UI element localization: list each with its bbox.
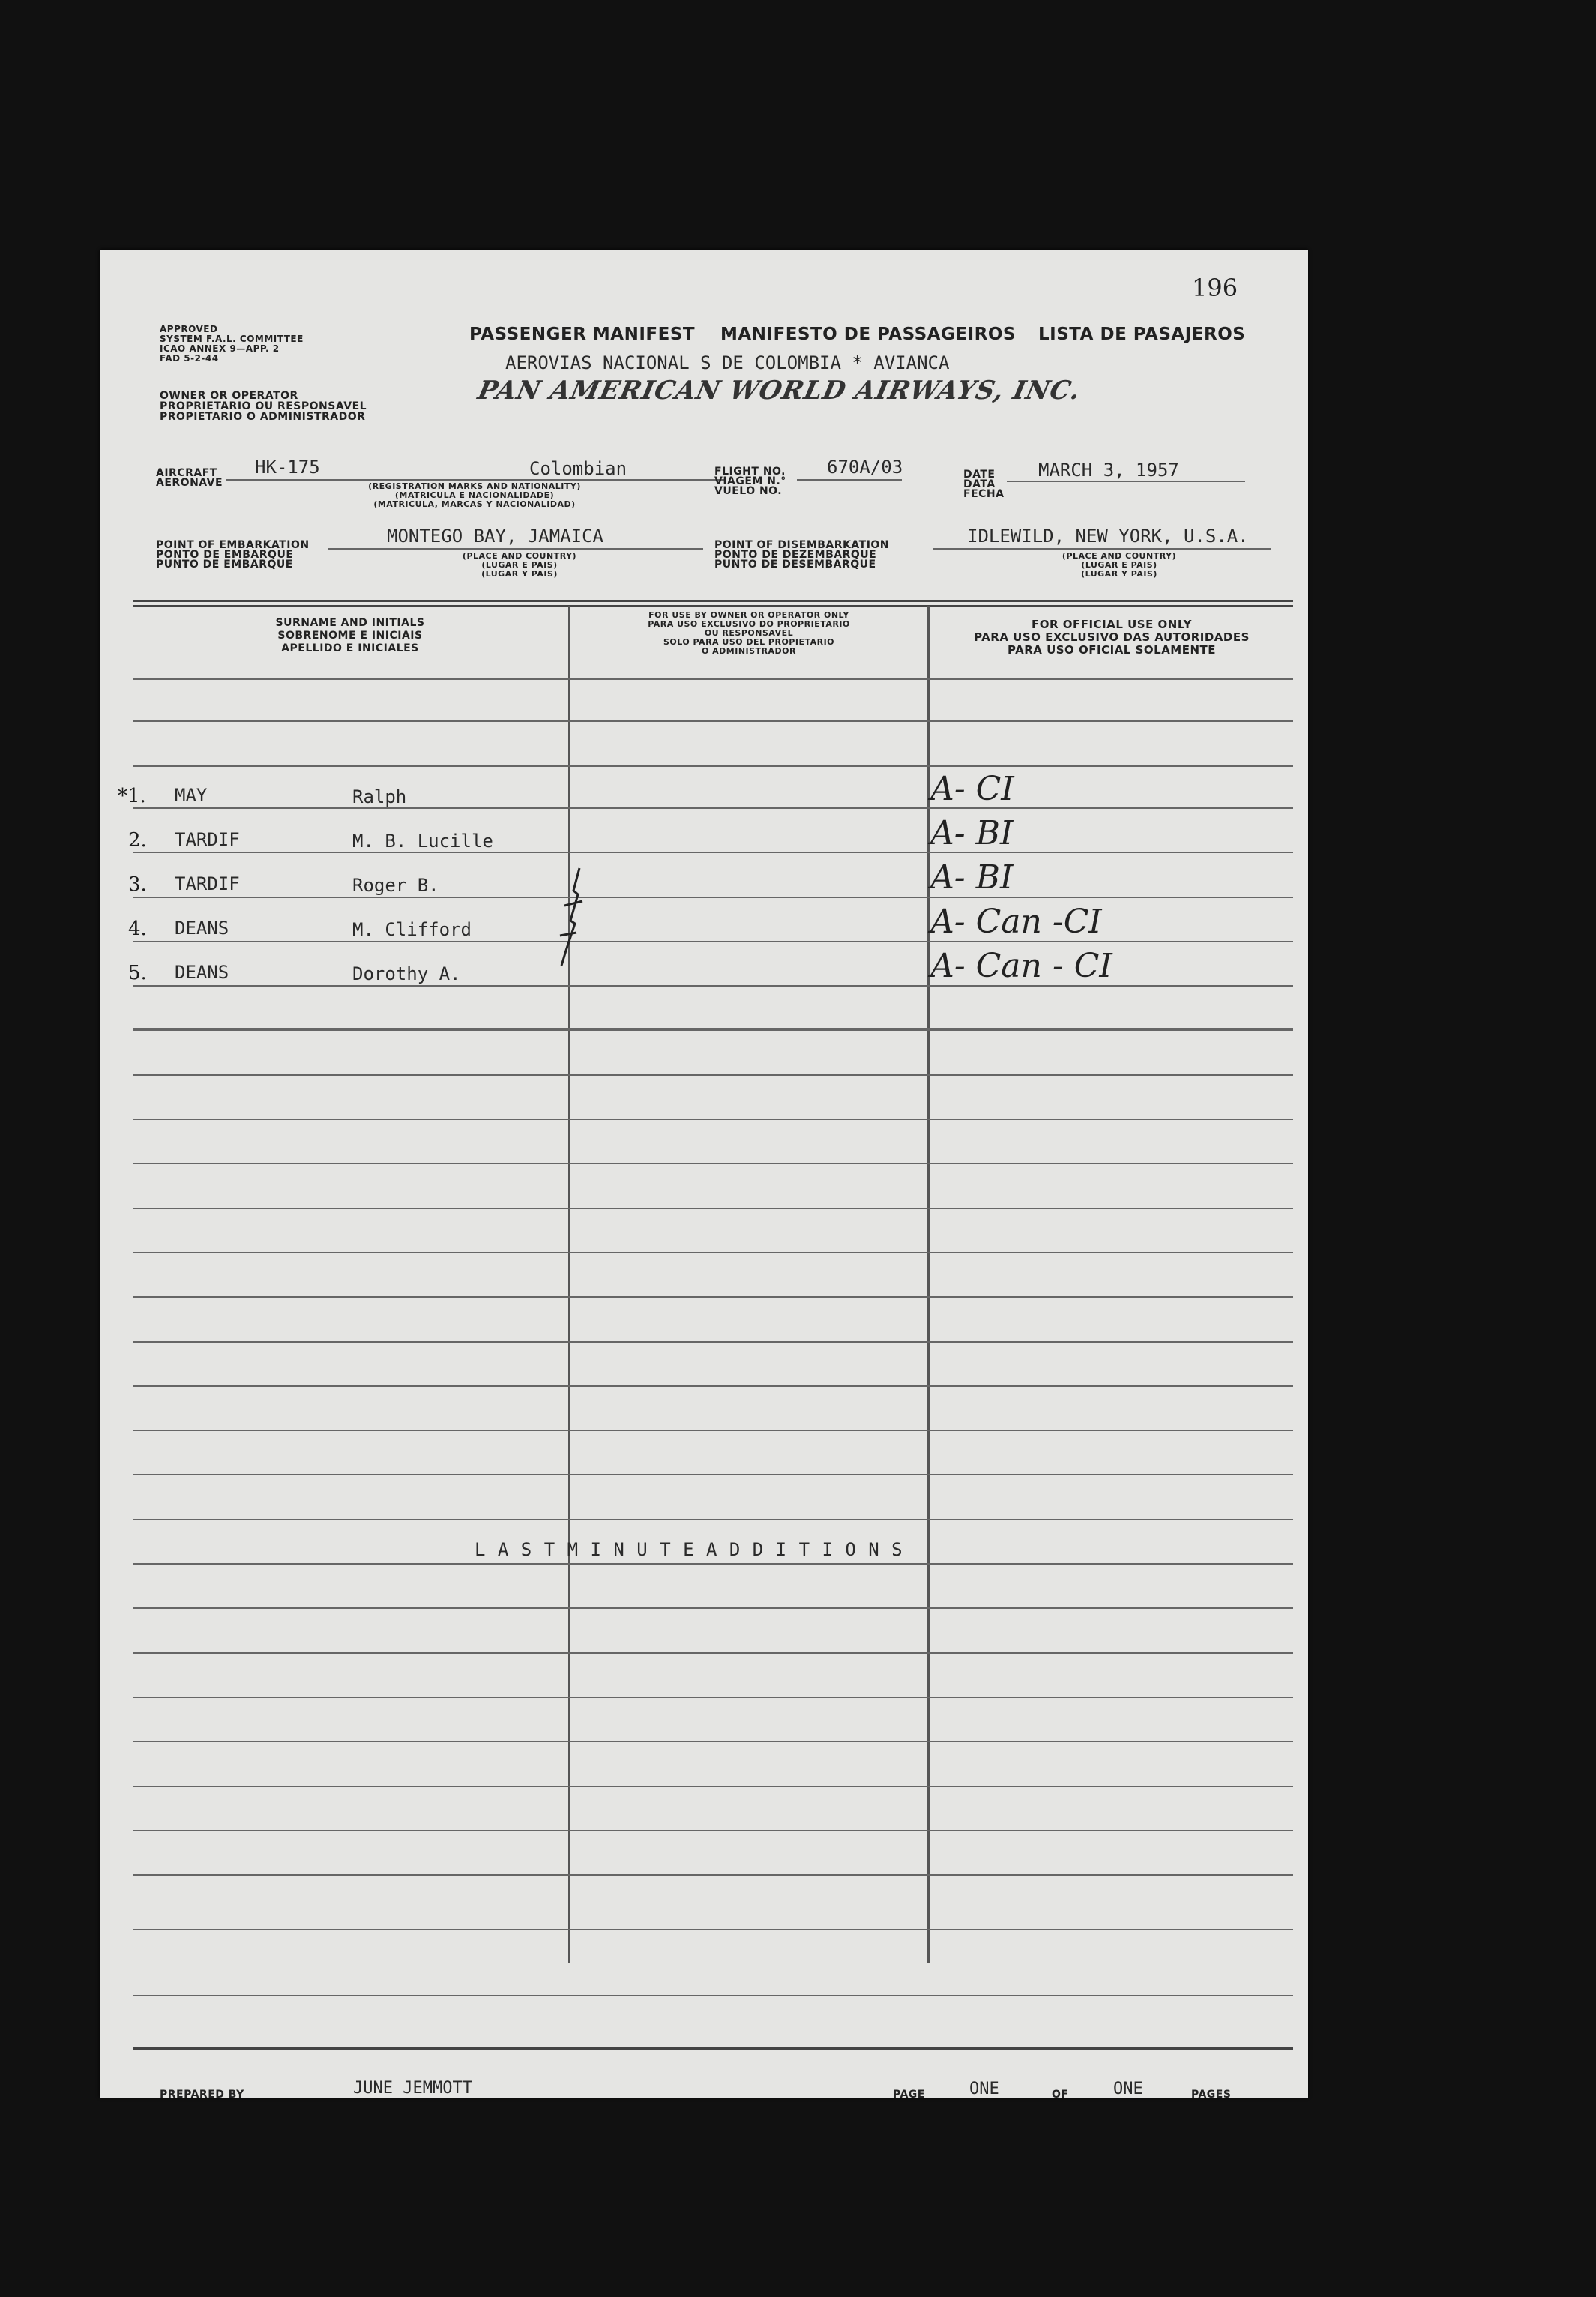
passenger-given-names: Roger B. [352, 875, 439, 896]
column-header-line: SOLO PARA USO DEL PROPIETARIO [663, 637, 835, 647]
page-number: 196 [1192, 274, 1238, 302]
disembarkation-sublabels [1029, 552, 1209, 579]
aircraft-sublabel: (MATRICULA, MARCAS Y NACIONALIDAD) [373, 499, 576, 509]
column-header-line: PARA USO EXCLUSIVO DAS AUTORIDADES [974, 630, 1250, 644]
owner-label: PROPRIETARIO OU RESPONSAVEL [160, 400, 367, 412]
flight-label-es: VUELO NO. [714, 485, 783, 497]
handwritten-mark [549, 861, 587, 973]
ruled-line [133, 1563, 1293, 1565]
ruled-line [133, 1607, 1293, 1609]
official-annotation: A- Can -CI [930, 903, 1102, 941]
ruled-line [133, 1697, 1293, 1698]
operator-typed: AEROVIAS NACIONAL S DE COLOMBIA * AVIANCA [505, 352, 950, 373]
embarkation-sublabels [430, 552, 609, 579]
ruled-line [133, 1474, 1293, 1475]
manifest-page [100, 250, 1308, 2101]
column-header-line: SOBRENOME E INICIAIS [277, 630, 423, 642]
ruled-line [133, 1995, 1293, 1996]
passenger-number: 4. [128, 918, 147, 940]
owner-label-block [160, 391, 367, 422]
approval-line: SYSTEM F.A.L. COMMITTEE [160, 334, 304, 344]
flight-label-pt: VIAGEM N.° [714, 475, 786, 487]
ruled-line [133, 1786, 1293, 1787]
ruled-line [133, 1652, 1293, 1654]
aircraft-registration: HK-175 [255, 457, 320, 478]
ruled-line [133, 1252, 1293, 1253]
aircraft-label-pt: AERONAVE [156, 477, 223, 489]
passenger-surname: DEANS [175, 918, 229, 939]
column-header-surname [133, 617, 567, 655]
ruled-line [133, 1341, 1293, 1343]
official-annotation: A- Can - CI [930, 947, 1112, 985]
ruled-line [133, 1430, 1293, 1431]
disembarkation-label-en: POINT OF DISEMBARKATION [714, 539, 890, 551]
operator-printed: PAN AMERICAN WORLD AIRWAYS, INC. [475, 376, 1084, 406]
embarkation-place: MONTEGO BAY, JAMAICA [387, 526, 603, 547]
page-label: PAGE [893, 2089, 925, 2101]
ruled-line [133, 1519, 1293, 1520]
disembarkation-place: IDLEWILD, NEW YORK, U.S.A. [967, 526, 1249, 547]
aircraft-underline [226, 479, 726, 481]
official-annotation: A- CI [930, 770, 1014, 808]
passenger-row [100, 770, 1308, 816]
passenger-surname: DEANS [175, 962, 229, 983]
ruled-line [133, 1074, 1293, 1076]
column-header-line: O ADMINISTRADOR [701, 646, 797, 656]
aircraft-sublabels [325, 482, 624, 509]
column-header-line: PARA USO EXCLUSIVO DO PROPRIETARIO [648, 619, 850, 629]
passenger-row [100, 858, 1308, 905]
ruled-line [133, 1029, 1293, 1031]
last-minute-additions: L A S T M I N U T E A D D I T I O N S [475, 1539, 903, 1560]
ruled-line [133, 765, 1293, 767]
ruled-line [133, 1741, 1293, 1742]
official-annotation: A- BI [930, 858, 1014, 897]
column-header-official [930, 618, 1293, 657]
date-label-en: DATE [963, 469, 996, 481]
aircraft-sublabel: (MATRICULA E NACIONALIDADE) [394, 490, 555, 500]
column-header-operator [572, 611, 926, 656]
owner-label: OWNER OR OPERATOR [160, 390, 298, 402]
approval-line: ICAO ANNEX 9—APP. 2 [160, 343, 280, 354]
disembarkation-label-pt: PONTO DE DEZEMBARQUE [714, 549, 877, 561]
ruled-line [133, 1296, 1293, 1298]
passenger-row [100, 947, 1308, 993]
passenger-given-names: Ralph [352, 786, 407, 807]
ruled-line [133, 1208, 1293, 1209]
passenger-surname: MAY [175, 785, 208, 806]
passenger-number: 2. [128, 829, 147, 852]
embarkation-sublabel: (PLACE AND COUNTRY) [462, 551, 577, 561]
column-header-line: FOR USE BY OWNER OR OPERATOR ONLY [648, 610, 849, 620]
table-top-rule [133, 600, 1293, 602]
title-english: PASSENGER MANIFEST [469, 325, 696, 344]
disembarkation-underline [933, 548, 1271, 550]
approval-line: APPROVED [160, 324, 218, 334]
passenger-surname: TARDIF [175, 873, 240, 894]
embarkation-label-en: POINT OF EMBARKATION [156, 539, 310, 551]
column-header-line: SURNAME AND INITIALS [275, 617, 425, 629]
passenger-given-names: M. Clifford [352, 919, 472, 940]
prepared-by-label: PREPARED BY [160, 2089, 244, 2101]
approval-block [160, 325, 304, 364]
flight-date: MARCH 3, 1957 [1038, 460, 1179, 481]
ruled-line [133, 1163, 1293, 1164]
date-underline [1007, 481, 1245, 482]
owner-label: PROPIETARIO O ADMINISTRADOR [160, 411, 366, 423]
ruled-line [133, 1929, 1293, 1930]
disembarkation-sublabel: (LUGAR E PAIS) [1081, 560, 1157, 570]
column-header-line: PARA USO OFICIAL SOLAMENTE [1007, 643, 1217, 657]
passenger-row [100, 814, 1308, 861]
official-annotation: A- BI [930, 814, 1014, 852]
date-label-es: FECHA [963, 488, 1005, 500]
aircraft-label-en: AIRCRAFT [156, 467, 217, 479]
disembarkation-label-es: PUNTO DE DESEMBARQUE [714, 559, 876, 571]
passenger-number: 5. [128, 962, 147, 984]
ruled-line [133, 1119, 1293, 1120]
passenger-given-names: Dorothy A. [352, 963, 461, 984]
ruled-line [133, 1385, 1293, 1387]
of-label: OF [1052, 2089, 1069, 2101]
passenger-given-names: M. B. Lucille [352, 831, 493, 852]
date-label [963, 470, 1004, 499]
passenger-row [100, 903, 1308, 949]
table-top-rule-2 [133, 605, 1293, 607]
ruled-line [133, 678, 1293, 680]
flight-underline [797, 479, 902, 481]
aircraft-nationality: Colombian [529, 458, 627, 479]
embarkation-label-es: PUNTO DE EMBARQUE [156, 559, 293, 571]
column-header-line: OU RESPONSAVEL [704, 628, 794, 638]
disembarkation-label [714, 541, 889, 570]
aircraft-label [156, 469, 223, 488]
approval-line: FAD 5-2-44 [160, 353, 219, 364]
title-spanish: LISTA DE PASAJEROS [1038, 325, 1246, 344]
flight-label-en: FLIGHT NO. [714, 466, 786, 478]
ruled-line [133, 1830, 1293, 1831]
title-portuguese: MANIFESTO DE PASSAGEIROS [720, 325, 1016, 344]
embarkation-label [156, 541, 310, 570]
column-header-line: APELLIDO E INICIALES [281, 642, 419, 654]
flight-number: 670A/03 [827, 457, 903, 478]
of-value: ONE [1113, 2080, 1143, 2098]
aircraft-sublabel: (REGISTRATION MARKS AND NATIONALITY) [368, 481, 581, 491]
passenger-surname: TARDIF [175, 829, 240, 850]
column-header-line: FOR OFFICIAL USE ONLY [1032, 618, 1192, 631]
flight-label [714, 467, 786, 496]
ruled-line [133, 720, 1293, 722]
embarkation-label-pt: PONTO DE EMBARQUE [156, 549, 294, 561]
ruled-line [133, 1874, 1293, 1876]
prepared-by-value: JUNE JEMMOTT [353, 2079, 472, 2098]
page-value: ONE [969, 2080, 999, 2098]
pages-label: PAGES [1191, 2089, 1232, 2101]
passenger-number: *1. [118, 785, 146, 807]
disembarkation-sublabel: (PLACE AND COUNTRY) [1062, 551, 1177, 561]
passenger-number: 3. [128, 873, 147, 896]
embarkation-sublabel: (LUGAR E PAIS) [481, 560, 558, 570]
embarkation-underline [328, 548, 703, 550]
disembarkation-sublabel: (LUGAR Y PAIS) [1081, 569, 1157, 579]
table-bottom-rule [133, 2047, 1293, 2050]
embarkation-sublabel: (LUGAR Y PAIS) [481, 569, 558, 579]
date-label-pt: DATA [963, 478, 996, 490]
